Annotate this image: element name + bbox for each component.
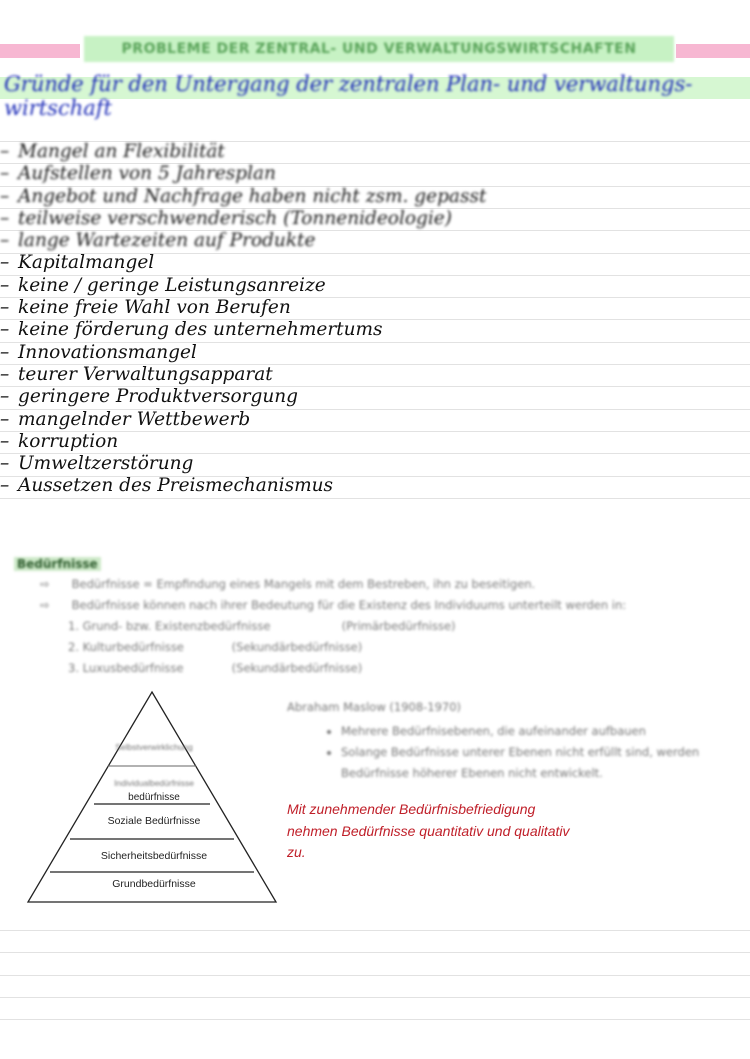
needs-type-name: 3. Luxusbedürfnisse xyxy=(68,661,184,675)
cause-text: Aufstellen von 5 Jahresplan xyxy=(18,163,276,185)
maslow-conclusion: Mit zunehmender Bedürfnisbefriedigung nehmen Bedürfnisse quantitativ und qualitativ zu. xyxy=(287,801,570,860)
cause-text: Kapitalmangel xyxy=(18,252,155,274)
pyramid-level-5: Grundbedürfnisse xyxy=(112,878,196,890)
cause-text: keine förderung des unternehmertums xyxy=(18,319,383,341)
dash-bullet-icon: – xyxy=(0,430,10,452)
dash-bullet-icon: – xyxy=(0,185,10,207)
cause-item xyxy=(0,342,740,364)
pink-highlight-right xyxy=(676,44,750,58)
ruled-line xyxy=(0,975,750,976)
ruled-line xyxy=(0,498,750,499)
needs-type-row xyxy=(40,637,730,658)
causes-list xyxy=(0,141,740,498)
page-title: PROBLEME DER ZENTRAL- UND VERWALTUNGSWIRTSCHAFTEN xyxy=(84,36,674,62)
cause-item xyxy=(0,186,740,208)
pyramid-level-1: Selbstverwirklichung xyxy=(115,742,193,752)
cause-text: lange Wartezeiten auf Produkte xyxy=(18,230,316,252)
cause-text: keine freie Wahl von Berufen xyxy=(18,297,291,319)
dash-bullet-icon: – xyxy=(0,475,10,497)
dash-bullet-icon: – xyxy=(0,363,10,385)
cause-item xyxy=(0,319,740,341)
dash-bullet-icon: – xyxy=(0,163,10,185)
dash-bullet-icon: – xyxy=(0,230,10,252)
arrow-right-icon: ⇨ xyxy=(40,577,50,591)
maslow-point: • Solange Bedürfnisse unterer Ebenen nicht erfüllt sind, werden Bedürfnisse höherer Ebenen nicht entwickelt. xyxy=(341,742,727,784)
needs-classification: Bedürfnisse können nach ihrer Bedeutung für die Existenz des Individuums unterteilt werden in: xyxy=(71,598,627,612)
maslow-pyramid xyxy=(24,688,280,906)
cause-text: Aussetzen des Preismechanismus xyxy=(18,475,334,497)
dash-bullet-icon: – xyxy=(0,386,10,408)
arrow-right-icon: ⇨ xyxy=(40,598,50,612)
cause-item xyxy=(0,141,740,163)
pyramid-level-4: Sicherheitsbedürfnisse xyxy=(100,850,208,862)
pyramid-level-3: Soziale Bedürfnisse xyxy=(107,815,201,827)
ruled-line xyxy=(0,1019,750,1020)
needs-type-category: (Sekundärbedürfnisse) xyxy=(231,661,363,675)
needs-type-name: 1. Grund- bzw. Existenzbedürfnisse xyxy=(68,619,271,633)
cause-text: teurer Verwaltungsapparat xyxy=(18,363,273,385)
cause-item xyxy=(0,252,740,274)
needs-definition: Bedürfnisse = Empfindung eines Mangels mit dem Bestreben, ihn zu beseitigen. xyxy=(71,577,536,591)
cause-text: Angebot und Nachfrage haben nicht zsm. gepasst xyxy=(18,185,487,207)
dash-bullet-icon: – xyxy=(0,408,10,430)
cause-text: keine / geringe Leistungsanreize xyxy=(18,274,326,296)
cause-text: Innovationsmangel xyxy=(18,341,197,363)
dash-bullet-icon: – xyxy=(0,207,10,229)
cause-text: mangelnder Wettbewerb xyxy=(18,408,251,430)
section-subtitle: Gründe für den Untergang der zentralen Plan- und verwaltungs- wirtschaft xyxy=(4,72,693,120)
maslow-heading: Abraham Maslow (1908-1970) xyxy=(287,700,462,714)
pink-highlight-left xyxy=(0,44,80,58)
cause-text: Mangel an Flexibilität xyxy=(18,141,225,162)
cause-item xyxy=(0,364,740,386)
pyramid-level-2: Individualbedürfnisse xyxy=(114,778,194,788)
cause-item xyxy=(0,431,740,453)
dash-bullet-icon: – xyxy=(0,252,10,274)
dash-bullet-icon: – xyxy=(0,341,10,363)
cause-item xyxy=(0,230,740,252)
needs-type-row xyxy=(40,616,730,637)
maslow-points xyxy=(287,721,727,784)
dash-bullet-icon: – xyxy=(0,297,10,319)
ruled-line xyxy=(0,997,750,998)
needs-type-category: (Sekundärbedürfnisse) xyxy=(231,640,363,654)
ruled-line xyxy=(0,952,750,953)
cause-item xyxy=(0,275,740,297)
dash-bullet-icon: – xyxy=(0,141,10,162)
cause-item xyxy=(0,475,740,497)
cause-item xyxy=(0,208,740,230)
pyramid-level-2-partial: bedürfnisse xyxy=(128,792,180,803)
maslow-point: • Mehrere Bedürfnisebenen, die aufeinander aufbauen xyxy=(341,721,727,742)
cause-item xyxy=(0,453,740,475)
cause-item xyxy=(0,386,740,408)
cause-text: teilweise verschwenderisch (Tonnenideologie) xyxy=(18,207,452,229)
maslow-notes xyxy=(287,697,727,784)
dash-bullet-icon: – xyxy=(0,274,10,296)
needs-type-name: 2. Kulturbedürfnisse xyxy=(68,640,184,654)
cause-item xyxy=(0,409,740,431)
cause-text: korruption xyxy=(18,430,119,452)
needs-definition-block xyxy=(40,574,730,679)
cause-item xyxy=(0,163,740,185)
needs-heading: Bedürfnisse xyxy=(14,557,101,571)
cause-text: Umweltzerstörung xyxy=(18,453,194,475)
cause-item xyxy=(0,297,740,319)
needs-type-row xyxy=(40,658,730,679)
ruled-line xyxy=(0,930,750,931)
dash-bullet-icon: – xyxy=(0,453,10,475)
classification-row xyxy=(40,595,730,616)
dash-bullet-icon: – xyxy=(0,319,10,341)
needs-type-category: (Primärbedürfnisse) xyxy=(341,619,456,633)
cause-text: geringere Produktversorgung xyxy=(18,386,298,408)
definition-row xyxy=(40,574,730,595)
